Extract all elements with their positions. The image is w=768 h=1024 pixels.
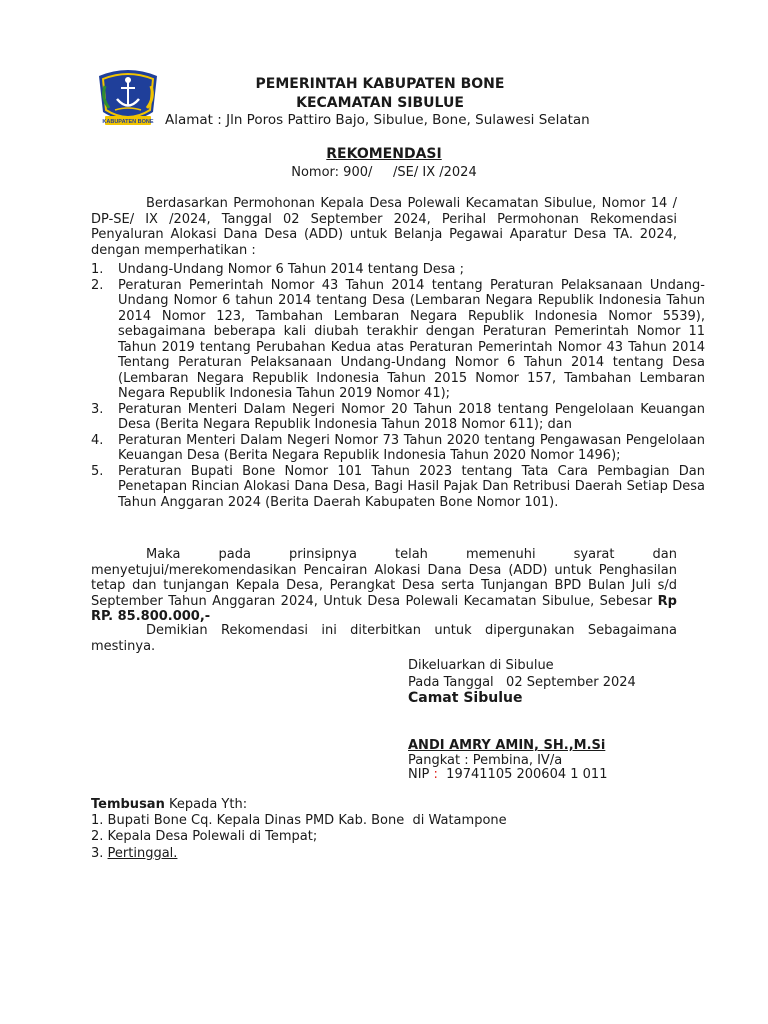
document-number: Nomor: 900/ /SE/ IX /2024 <box>291 165 477 180</box>
document-title: REKOMENDASI <box>326 146 442 162</box>
issued-date: Pada Tanggal 02 September 2024 <box>408 675 636 690</box>
logo-caption: KABUPATEN BONE <box>102 119 154 125</box>
list-item: 5. Peraturan Bupati Bone Nomor 101 Tahun 2023 tentang Tata Cara Pembagian Dan Penetapan Rincian Alokasi Dana Desa, Bagi Hasil Pajak Dan Retribusi Daerah Setiap Desa Tahun Anggaran 2024 (Berita Daerah Kabupaten Bone Nomor 101). <box>91 463 705 510</box>
list-item: 2. Peraturan Pemerintah Nomor 43 Tahun 2014 tentang Peraturan Pelaksanaan Undang-Undang Nomor 6 tahun 2014 tentang Desa (Lembaran Negara Republik Indonesia Tahun 2014 Nomor 123, Tambahan Lembaran Negara Republik Indonesia Nomor 5539), sebagaimana beberapa kali diubah terakhir dengan Peraturan Pemerintah Nomor 11 Tahun 2019 tentang Perubahan Kedua atas Peraturan Pemerintah Nomor 43 Tahun 2014 Tentang Peraturan Pelaksanaan Undang-Undang Nomor 6 Tahun 2014 tentang Desa (Lembaran Negara Republik Indonesia Tahun 2015 Nomor 157, Tambahan Lembaran Negara Republik Indonesia Tahun 2019 Nomor 41); <box>91 277 705 401</box>
issued-place: Dikeluarkan di Sibulue <box>408 658 554 673</box>
amount-value: Rp RP. 85.800.000,- <box>91 593 677 624</box>
office-address: Alamat : Jln Poros Pattiro Bajo, Sibulue, Bone, Sulawesi Selatan <box>165 112 590 128</box>
regulation-list <box>91 262 705 510</box>
government-name: PEMERINTAH KABUPATEN BONE <box>255 76 505 92</box>
list-item: 1. Undang-Undang Nomor 6 Tahun 2014 tentang Desa ; <box>91 262 465 277</box>
kabupaten-bone-emblem-icon <box>93 66 163 130</box>
closing-paragraph: Demikian Rekomendasi ini diterbitkan untuk dipergunakan Sebagaimana mestinya. <box>91 623 677 654</box>
decision-paragraph: Maka pada prinsipnya telah memenuhi syarat dan menyetujui/merekomendasikan Pencairan Alokasi Dana Desa (ADD) untuk Penghasilan tetap dan tunjangan Kepala Desa, Perangkat Desa serta Tunjangan BPD Bulan Juli s/d September Tahun Anggaran 2024, Untuk Desa Polewali Kecamatan Sibulue, Sebesar Rp RP. 85.800.000,- <box>91 547 677 624</box>
district-name: KECAMATAN SIBULUE <box>296 95 464 111</box>
cc-item: 2. Kepala Desa Polewali di Tempat; <box>91 829 318 844</box>
signer-position: Camat Sibulue <box>408 690 523 706</box>
signer-nip: NIP : 19741105 200604 1 011 <box>408 767 608 782</box>
list-item: 3. Peraturan Menteri Dalam Negeri Nomor 20 Tahun 2018 tentang Pengelolaan Keuangan Desa (Berita Negara Republik Indonesia Tahun 2018 Nomor 611); dan <box>91 401 705 432</box>
cc-heading: Tembusan Kepada Yth: <box>91 797 248 812</box>
signer-rank: Pangkat : Pembina, IV/a <box>408 753 563 768</box>
signer-name: ANDI AMRY AMIN, SH.,M.Si <box>408 738 606 753</box>
cc-item: 3. Pertinggal. <box>91 846 178 861</box>
cc-item: 1. Bupati Bone Cq. Kepala Dinas PMD Kab. Bone di Watampone <box>91 813 507 828</box>
intro-paragraph: Berdasarkan Permohonan Kepala Desa Polewali Kecamatan Sibulue, Nomor 14 / DP-SE/ IX /2024, Tanggal 02 September 2024, Perihal Permohonan Rekomendasi Penyaluran Alokasi Dana Desa (ADD) untuk Belanja Pegawai Aparatur Desa TA. 2024, dengan memperhatikan : <box>91 196 677 258</box>
list-item: 4. Peraturan Menteri Dalam Negeri Nomor 73 Tahun 2020 tentang Pengawasan Pengelolaan Keuangan Desa (Berita Negara Republik Indonesia Tahun 2020 Nomor 1496); <box>91 432 705 463</box>
